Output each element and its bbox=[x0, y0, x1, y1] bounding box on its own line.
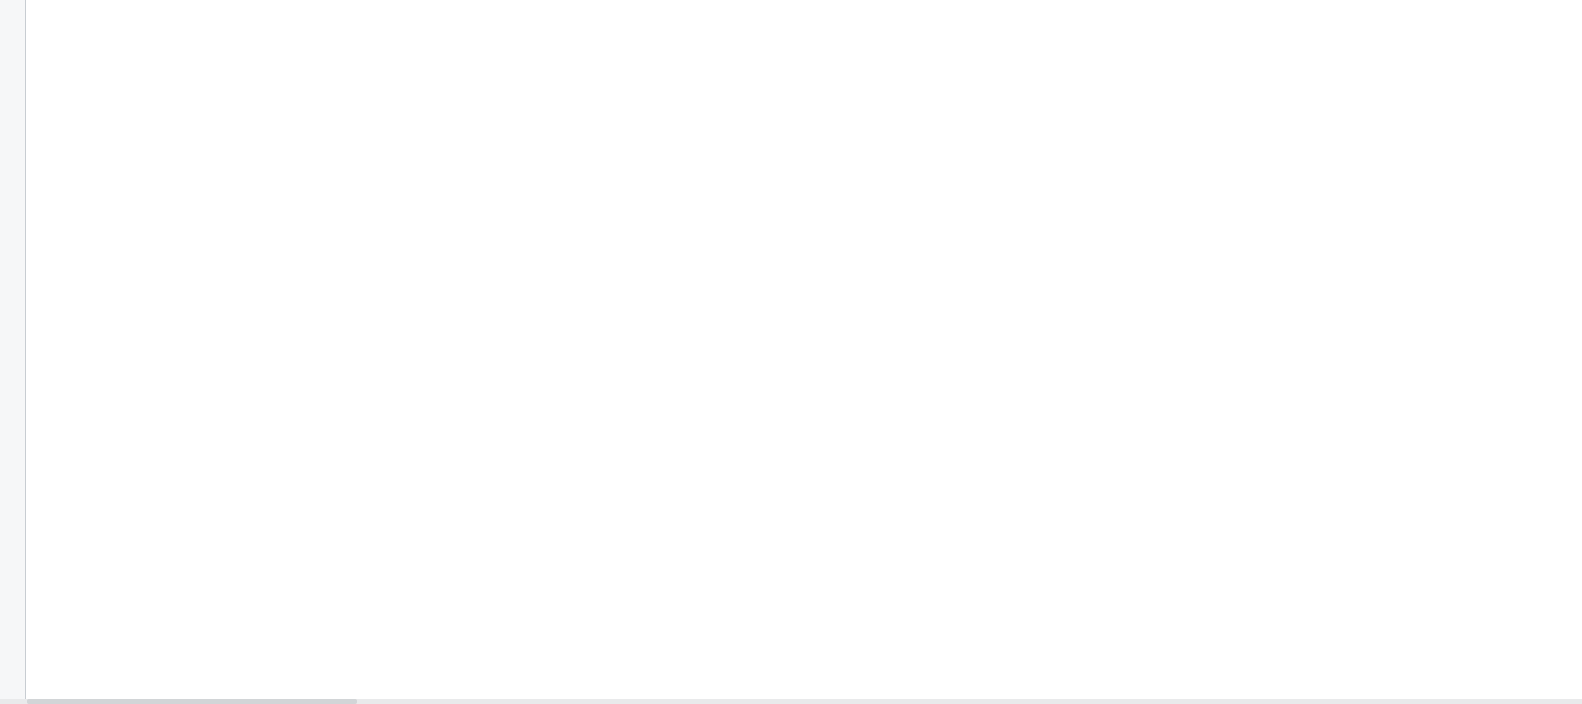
scrollbar-thumb[interactable] bbox=[27, 699, 357, 704]
row-header-column bbox=[0, 0, 26, 704]
horizontal-scrollbar[interactable] bbox=[0, 699, 1582, 704]
